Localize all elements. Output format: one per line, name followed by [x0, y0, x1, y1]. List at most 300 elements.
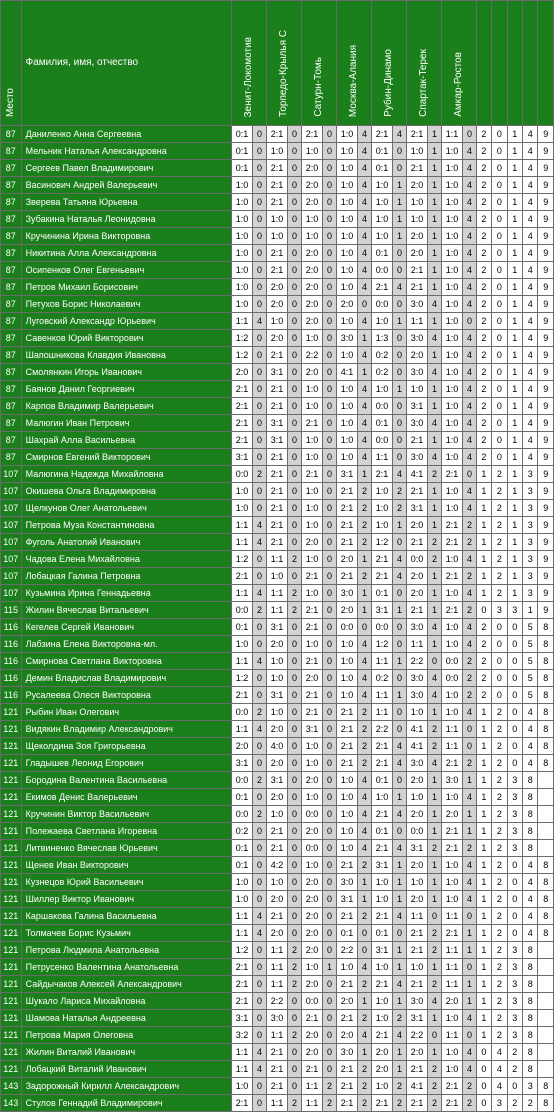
- summary-cell: 1: [476, 806, 491, 823]
- summary-cell: 2: [492, 806, 507, 823]
- score-cell: 0:0: [371, 398, 393, 415]
- points-cell: 0: [288, 330, 301, 347]
- points-cell: 4: [463, 415, 476, 432]
- summary-cell: 9: [538, 381, 554, 398]
- summary-cell: 0: [507, 925, 522, 942]
- name-cell: Щелкунов Олег Анатольевич: [21, 500, 231, 517]
- score-cell: 3:1: [406, 500, 428, 517]
- score-cell: 0:1: [371, 585, 393, 602]
- summary-cell: 8: [522, 806, 537, 823]
- score-cell: 2:1: [231, 959, 253, 976]
- points-cell: 0: [253, 619, 266, 636]
- points-cell: 0: [253, 789, 266, 806]
- points-cell: 4: [428, 619, 441, 636]
- score-cell: 3:0: [336, 330, 358, 347]
- summary-cell: 9: [538, 517, 554, 534]
- header-row: [1, 1, 554, 126]
- score-cell: 2:1: [441, 517, 463, 534]
- score-cell: 2:1: [336, 483, 358, 500]
- points-cell: 1: [428, 1010, 441, 1027]
- summary-cell: 1: [476, 517, 491, 534]
- summary-cell: 2: [492, 483, 507, 500]
- summary-cell: 9: [538, 126, 554, 143]
- points-cell: 0: [323, 653, 336, 670]
- points-cell: 0: [393, 330, 406, 347]
- place-cell: 87: [1, 432, 22, 449]
- score-cell: 1:0: [336, 313, 358, 330]
- summary-cell: 2: [492, 772, 507, 789]
- points-cell: 1: [393, 959, 406, 976]
- table-row: [1, 636, 554, 653]
- summary-cell: 4: [522, 126, 537, 143]
- summary-cell: 0: [492, 364, 507, 381]
- name-cell: Луговский Александр Юрьевич: [21, 313, 231, 330]
- summary-cell: 2: [492, 840, 507, 857]
- summary-cell: 2: [492, 721, 507, 738]
- points-cell: 2: [463, 755, 476, 772]
- score-cell: 2:0: [336, 551, 358, 568]
- score-cell: 1:1: [231, 721, 253, 738]
- name-cell: Литвиненко Вячеслав Юрьевич: [21, 840, 231, 857]
- score-cell: 1:0: [336, 262, 358, 279]
- summary-cell: 9: [538, 398, 554, 415]
- summary-cell: 8: [538, 687, 554, 704]
- points-cell: 4: [358, 449, 371, 466]
- score-cell: 1:0: [301, 585, 323, 602]
- points-cell: 2: [428, 721, 441, 738]
- score-cell: 2:1: [231, 568, 253, 585]
- score-cell: 1:0: [441, 398, 463, 415]
- score-cell: 3:0: [406, 755, 428, 772]
- points-cell: 2: [428, 976, 441, 993]
- score-cell: 2:0: [266, 330, 288, 347]
- score-cell: 2:0: [406, 228, 428, 245]
- summary-cell: 2: [492, 789, 507, 806]
- score-cell: 0:1: [371, 772, 393, 789]
- summary-cell: 8: [538, 1078, 554, 1095]
- summary-cell: 1: [476, 857, 491, 874]
- score-cell: 2:1: [371, 755, 393, 772]
- score-cell: 2:1: [406, 279, 428, 296]
- score-cell: 0:1: [231, 619, 253, 636]
- points-cell: 2: [288, 1027, 301, 1044]
- score-cell: 2:0: [336, 296, 358, 313]
- points-cell: 4: [393, 279, 406, 296]
- points-cell: 4: [393, 568, 406, 585]
- score-cell: 1:0: [301, 857, 323, 874]
- summary-cell: 4: [522, 721, 537, 738]
- summary-cell: 0: [492, 279, 507, 296]
- summary-cell: 1: [507, 143, 522, 160]
- points-cell: 0: [288, 653, 301, 670]
- score-cell: 1:0: [371, 517, 393, 534]
- place-cell: 116: [1, 670, 22, 687]
- score-cell: 0:0: [301, 806, 323, 823]
- summary-cell: 2: [476, 330, 491, 347]
- score-cell: 2:0: [301, 874, 323, 891]
- score-cell: 0:1: [371, 245, 393, 262]
- points-cell: 0: [253, 347, 266, 364]
- place-cell: 87: [1, 194, 22, 211]
- points-cell: 0: [288, 1078, 301, 1095]
- points-cell: 0: [393, 636, 406, 653]
- score-cell: 2:1: [266, 1044, 288, 1061]
- score-cell: 2:0: [441, 993, 463, 1010]
- points-cell: 1: [393, 993, 406, 1010]
- summary-cell: 5: [522, 653, 537, 670]
- points-cell: 0: [323, 364, 336, 381]
- place-cell: 121: [1, 1010, 22, 1027]
- points-cell: 0: [323, 126, 336, 143]
- points-cell: 4: [463, 500, 476, 517]
- points-cell: 2: [393, 500, 406, 517]
- points-cell: 1: [393, 1061, 406, 1078]
- points-cell: 0: [288, 177, 301, 194]
- summary-cell: 1: [507, 381, 522, 398]
- score-cell: 2:1: [266, 466, 288, 483]
- points-cell: 0: [323, 687, 336, 704]
- place-cell: 121: [1, 704, 22, 721]
- points-cell: 0: [393, 245, 406, 262]
- summary-cell: 1: [507, 177, 522, 194]
- score-cell: 2:1: [371, 806, 393, 823]
- summary-cell: 4: [522, 279, 537, 296]
- name-header: Фамилия, имя, отчество: [21, 1, 231, 126]
- score-cell: 2:0: [336, 602, 358, 619]
- summary-cell: 0: [492, 653, 507, 670]
- summary-cell: 0: [492, 160, 507, 177]
- points-cell: 1: [428, 585, 441, 602]
- table-row: [1, 1078, 554, 1095]
- score-cell: 2:1: [441, 1095, 463, 1112]
- score-cell: 1:0: [336, 245, 358, 262]
- score-cell: 0:1: [371, 925, 393, 942]
- points-cell: 2: [253, 772, 266, 789]
- score-cell: 2:0: [301, 534, 323, 551]
- score-cell: 1:0: [441, 874, 463, 891]
- points-cell: 4: [253, 585, 266, 602]
- score-cell: 1:0: [441, 704, 463, 721]
- points-cell: 0: [253, 330, 266, 347]
- points-cell: 4: [393, 1027, 406, 1044]
- place-cell: 121: [1, 1061, 22, 1078]
- points-cell: 0: [393, 364, 406, 381]
- summary-cell: 4: [522, 160, 537, 177]
- points-cell: 4: [358, 789, 371, 806]
- table-row: [1, 738, 554, 755]
- points-cell: 0: [323, 160, 336, 177]
- summary-cell: 0: [492, 143, 507, 160]
- points-cell: 4: [463, 551, 476, 568]
- score-cell: 1:0: [441, 500, 463, 517]
- summary-cell: 1: [476, 483, 491, 500]
- points-cell: 4: [463, 228, 476, 245]
- score-cell: 0:0: [231, 772, 253, 789]
- points-cell: 0: [253, 126, 266, 143]
- points-cell: 0: [253, 568, 266, 585]
- score-cell: 2:0: [406, 1044, 428, 1061]
- score-cell: 2:1: [231, 381, 253, 398]
- score-cell: 2:1: [231, 398, 253, 415]
- points-cell: 0: [323, 1044, 336, 1061]
- table-row: [1, 891, 554, 908]
- points-cell: 4: [253, 925, 266, 942]
- points-cell: 0: [253, 840, 266, 857]
- summary-cell: 0: [492, 245, 507, 262]
- points-cell: 0: [253, 1095, 266, 1112]
- summary-cell: 5: [522, 619, 537, 636]
- points-cell: 0: [463, 959, 476, 976]
- points-cell: 2: [358, 568, 371, 585]
- points-cell: 0: [253, 976, 266, 993]
- score-cell: 2:1: [406, 1061, 428, 1078]
- summary-cell: 4: [492, 1061, 507, 1078]
- points-cell: 0: [323, 347, 336, 364]
- score-cell: 2:0: [406, 772, 428, 789]
- summary-cell: 8: [538, 619, 554, 636]
- score-cell: 1:0: [441, 483, 463, 500]
- score-cell: 2:1: [301, 466, 323, 483]
- place-cell: 115: [1, 602, 22, 619]
- points-cell: 0: [393, 925, 406, 942]
- score-cell: 1:0: [336, 789, 358, 806]
- points-cell: 4: [358, 381, 371, 398]
- score-cell: 2:1: [231, 415, 253, 432]
- score-cell: 1:0: [441, 245, 463, 262]
- points-cell: 4: [358, 959, 371, 976]
- points-cell: 2: [288, 585, 301, 602]
- points-cell: 0: [323, 194, 336, 211]
- points-cell: 1: [428, 126, 441, 143]
- points-cell: 0: [393, 704, 406, 721]
- summary-cell: 9: [538, 143, 554, 160]
- points-cell: 0: [253, 279, 266, 296]
- points-cell: 2: [323, 1078, 336, 1095]
- score-cell: 1:0: [266, 874, 288, 891]
- summary-cell: 0: [492, 296, 507, 313]
- summary-cell: 0: [507, 1078, 522, 1095]
- score-cell: 2:1: [231, 1095, 253, 1112]
- points-cell: 0: [288, 874, 301, 891]
- score-cell: 3:0: [406, 296, 428, 313]
- table-row: [1, 432, 554, 449]
- place-cell: 107: [1, 568, 22, 585]
- points-cell: 1: [428, 228, 441, 245]
- points-cell: 0: [323, 1061, 336, 1078]
- points-cell: 2: [358, 1061, 371, 1078]
- score-cell: 2:2: [406, 1027, 428, 1044]
- points-cell: 0: [323, 381, 336, 398]
- name-cell: Кузьмина Ирина Геннадьевна: [21, 585, 231, 602]
- points-cell: 4: [463, 279, 476, 296]
- score-cell: 1:1: [231, 534, 253, 551]
- points-cell: 4: [463, 432, 476, 449]
- points-cell: 4: [463, 245, 476, 262]
- score-cell: 1:1: [441, 908, 463, 925]
- score-cell: 3:1: [371, 857, 393, 874]
- name-cell: Петрова Мария Олеговна: [21, 1027, 231, 1044]
- summary-cell: 0: [492, 687, 507, 704]
- name-cell: Каршакова Галина Васильевна: [21, 908, 231, 925]
- points-cell: 0: [323, 636, 336, 653]
- points-cell: 4: [393, 551, 406, 568]
- score-cell: 0:1: [231, 840, 253, 857]
- table-row: [1, 466, 554, 483]
- points-cell: 0: [323, 755, 336, 772]
- place-cell: 87: [1, 381, 22, 398]
- points-cell: 0: [253, 636, 266, 653]
- points-cell: 2: [253, 602, 266, 619]
- points-cell: 0: [288, 245, 301, 262]
- score-cell: 1:0: [441, 296, 463, 313]
- summary-cell: 2: [476, 211, 491, 228]
- score-cell: 3:0: [406, 670, 428, 687]
- points-cell: 2: [358, 500, 371, 517]
- score-cell: 2:0: [301, 313, 323, 330]
- points-cell: 1: [463, 925, 476, 942]
- score-cell: 2:1: [406, 160, 428, 177]
- summary-cell: 8: [538, 721, 554, 738]
- score-cell: 2:1: [231, 687, 253, 704]
- summary-cell: 2: [476, 194, 491, 211]
- summary-cell: 9: [538, 415, 554, 432]
- table-row: [1, 670, 554, 687]
- score-cell: 1:0: [231, 211, 253, 228]
- summary-cell: [538, 1010, 554, 1027]
- name-cell: Толмачев Борис Кузьмич: [21, 925, 231, 942]
- score-cell: 2:1: [336, 857, 358, 874]
- points-cell: 2: [428, 534, 441, 551]
- summary-cell: 9: [538, 177, 554, 194]
- summary-cell: 3: [522, 551, 537, 568]
- points-cell: 0: [253, 483, 266, 500]
- summary-cell: 0: [492, 177, 507, 194]
- points-cell: 0: [288, 381, 301, 398]
- summary-cell: 0: [492, 619, 507, 636]
- summary-cell: 2: [507, 1061, 522, 1078]
- points-cell: 0: [463, 466, 476, 483]
- points-cell: 0: [463, 1027, 476, 1044]
- score-cell: 2:1: [406, 483, 428, 500]
- points-cell: 0: [288, 534, 301, 551]
- score-cell: 1:1: [266, 602, 288, 619]
- score-cell: 1:0: [441, 1061, 463, 1078]
- score-cell: 1:2: [231, 551, 253, 568]
- score-cell: 1:0: [301, 483, 323, 500]
- name-cell: Даниленко Анна Сергеевна: [21, 126, 231, 143]
- summary-cell: 2: [492, 874, 507, 891]
- score-cell: 2:0: [301, 296, 323, 313]
- points-cell: 0: [253, 738, 266, 755]
- score-cell: 2:1: [441, 925, 463, 942]
- score-cell: 1:0: [441, 1044, 463, 1061]
- summary-cell: 3: [522, 585, 537, 602]
- points-cell: 0: [323, 551, 336, 568]
- points-cell: 1: [393, 789, 406, 806]
- score-cell: 1:0: [266, 670, 288, 687]
- points-cell: 0: [463, 126, 476, 143]
- summary-cell: 1: [507, 228, 522, 245]
- table-row: [1, 500, 554, 517]
- summary-cell: 0: [476, 1095, 491, 1112]
- score-cell: 1:2: [231, 942, 253, 959]
- points-cell: 4: [428, 687, 441, 704]
- points-cell: 0: [253, 959, 266, 976]
- points-cell: 4: [463, 330, 476, 347]
- points-cell: 1: [393, 194, 406, 211]
- summary-cell: 4: [522, 925, 537, 942]
- score-cell: 2:2: [336, 942, 358, 959]
- name-cell: Сергеев Павел Владимирович: [21, 160, 231, 177]
- points-cell: 0: [253, 296, 266, 313]
- name-cell: Лобацкая Галина Петровна: [21, 568, 231, 585]
- points-cell: 0: [253, 551, 266, 568]
- score-cell: 2:1: [266, 449, 288, 466]
- summary-cell: 2: [492, 585, 507, 602]
- name-cell: Шамова Наталья Андреевна: [21, 1010, 231, 1027]
- summary-cell: 1: [476, 534, 491, 551]
- score-cell: 0:0: [371, 296, 393, 313]
- points-cell: 2: [428, 738, 441, 755]
- summary-cell: [538, 806, 554, 823]
- score-cell: 1:0: [336, 432, 358, 449]
- score-cell: 1:1: [231, 1044, 253, 1061]
- score-cell: 3:0: [336, 874, 358, 891]
- score-cell: 2:0: [371, 1044, 393, 1061]
- summary-cell: 9: [538, 228, 554, 245]
- points-cell: 4: [463, 585, 476, 602]
- score-cell: 1:0: [371, 228, 393, 245]
- score-cell: 3:0: [406, 415, 428, 432]
- name-cell: Малюгина Надежда Михайловна: [21, 466, 231, 483]
- score-cell: 1:1: [441, 721, 463, 738]
- table-row: [1, 908, 554, 925]
- score-cell: 2:1: [266, 534, 288, 551]
- place-cell: 116: [1, 653, 22, 670]
- score-cell: 1:0: [301, 517, 323, 534]
- place-cell: 121: [1, 993, 22, 1010]
- table-row: [1, 126, 554, 143]
- score-cell: 1:0: [441, 211, 463, 228]
- name-cell: Малюгин Иван Петрович: [21, 415, 231, 432]
- summary-cell: 2: [492, 925, 507, 942]
- score-cell: 2:0: [406, 585, 428, 602]
- score-cell: 2:0: [301, 262, 323, 279]
- name-cell: Савенков Юрий Викторович: [21, 330, 231, 347]
- score-cell: 2:1: [301, 704, 323, 721]
- score-cell: 2:1: [406, 534, 428, 551]
- points-cell: 0: [288, 126, 301, 143]
- score-cell: 3:0: [406, 993, 428, 1010]
- score-cell: 1:1: [266, 551, 288, 568]
- summary-cell: 9: [538, 500, 554, 517]
- points-cell: 1: [393, 653, 406, 670]
- points-cell: 2: [463, 687, 476, 704]
- score-cell: 2:1: [266, 500, 288, 517]
- points-cell: 2: [393, 483, 406, 500]
- points-cell: 2: [358, 517, 371, 534]
- score-cell: 2:1: [266, 194, 288, 211]
- summary-cell: 2: [476, 160, 491, 177]
- points-cell: 1: [428, 857, 441, 874]
- points-cell: 1: [428, 602, 441, 619]
- points-cell: 1: [358, 330, 371, 347]
- summary-cell: 3: [522, 1078, 537, 1095]
- summary-cell: 2: [492, 942, 507, 959]
- points-cell: 0: [323, 823, 336, 840]
- score-cell: 1:0: [301, 398, 323, 415]
- points-cell: 2: [463, 1078, 476, 1095]
